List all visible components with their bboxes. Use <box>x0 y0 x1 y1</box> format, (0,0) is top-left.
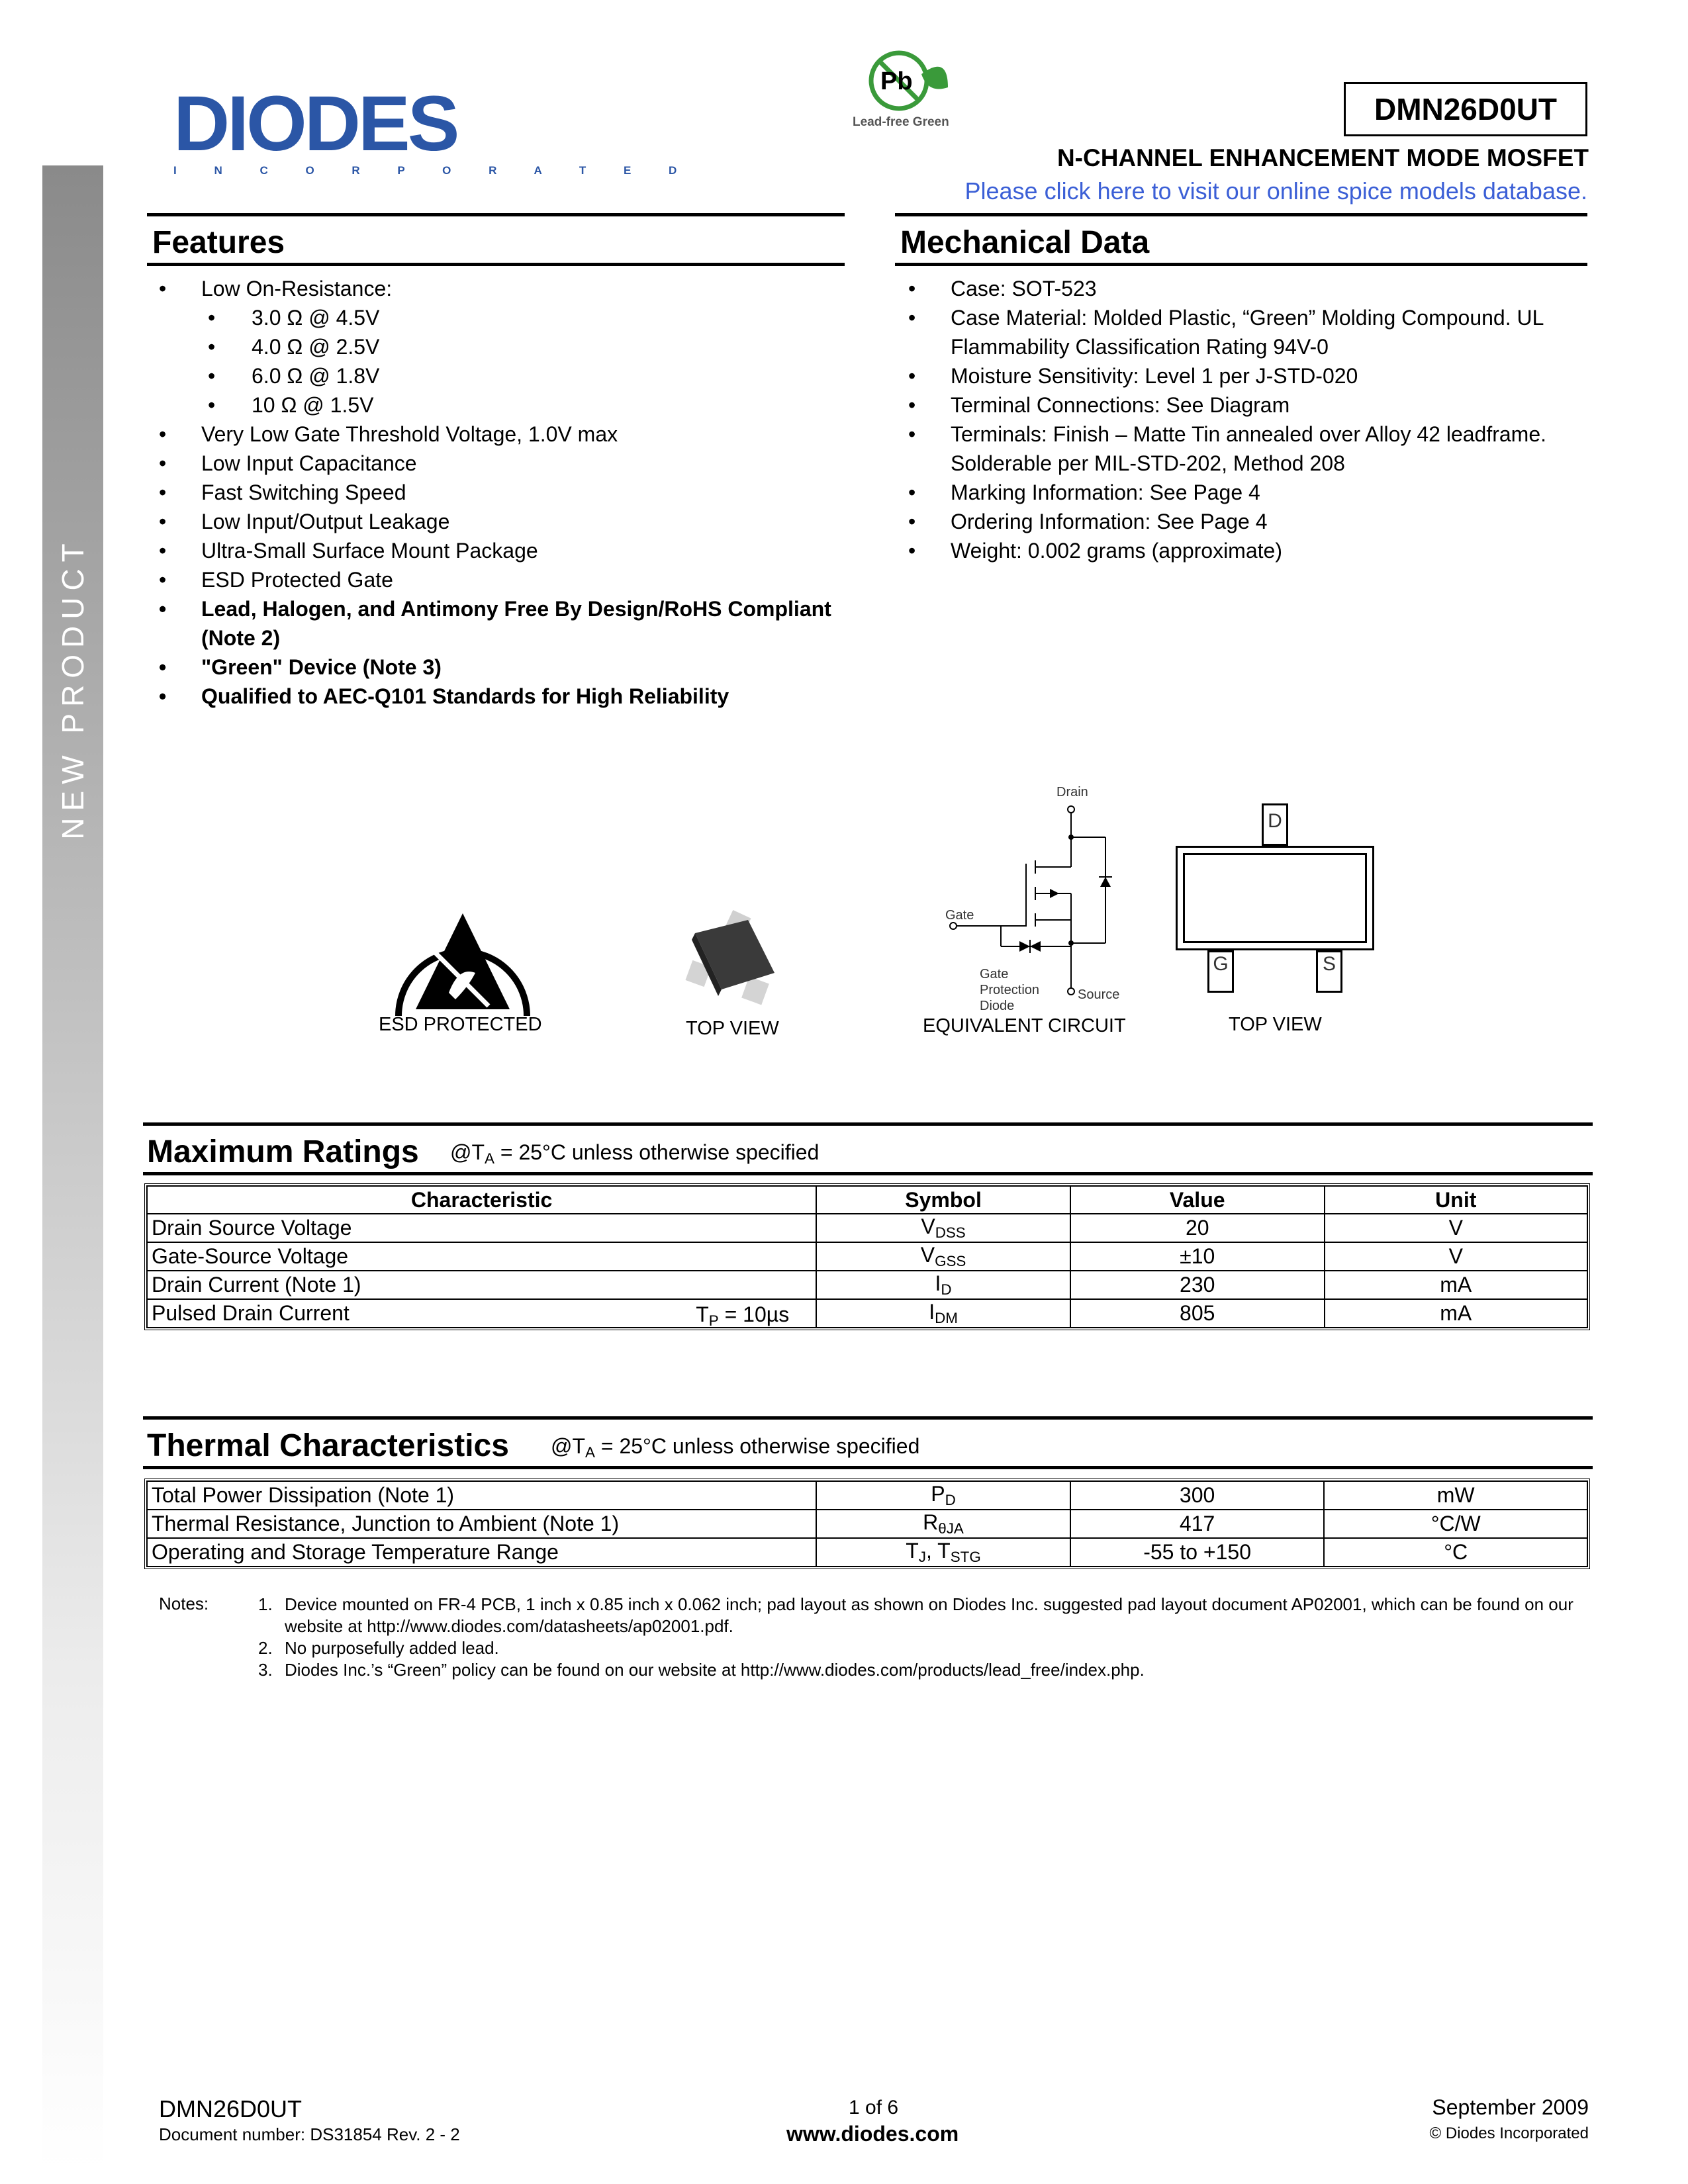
feature-item: • "Green" Device (Note 3) <box>152 653 847 682</box>
cell-symbol <box>816 1299 1070 1328</box>
table-row <box>147 1538 1587 1567</box>
thermal-header <box>143 1416 1593 1469</box>
characteristic-text: Pulsed Drain Current <box>152 1301 350 1325</box>
cell-unit: mW <box>1324 1481 1587 1510</box>
max-ratings-condition <box>450 1140 819 1167</box>
footer-docnum: Document number: DS31854 Rev. 2 - 2 <box>159 2124 460 2144</box>
leadfree-symbol: Pb <box>880 68 913 95</box>
feature-item: • Ultra-Small Surface Mount Package <box>152 536 847 565</box>
col-characteristic: Characteristic <box>147 1186 816 1214</box>
thermal-table <box>144 1479 1590 1569</box>
thermal-cond-sub: A <box>585 1444 595 1461</box>
symbol-sub: D <box>945 1492 956 1508</box>
leadfree-icon <box>849 48 981 120</box>
mechanical-title: Mechanical Data <box>900 225 1150 260</box>
logo-subtext: I N C O R P O R A T E D <box>173 164 694 177</box>
cell-symbol <box>816 1242 1070 1271</box>
note-text: No purposefully added lead. <box>285 1638 499 1658</box>
footer-copyright: © Diodes Incorporated <box>1429 2124 1589 2142</box>
max-table-header-row <box>147 1186 1587 1214</box>
footer-website[interactable]: www.diodes.com <box>786 2122 959 2146</box>
note-text: Device mounted on FR-4 PCB, 1 inch x 0.85 inch x 0.062 inch; pad layout as shown on Diodes Inc. suggested pad layout document AP02001, which can be found on our website at http://www.diodes.com/datasheets/ap02001.pdf. <box>285 1594 1573 1636</box>
feature-item: • 10 Ω @ 1.5V <box>152 390 847 420</box>
symbol-sub: D <box>941 1281 952 1298</box>
note-number: 1. <box>258 1594 273 1614</box>
feature-item: • Low On-Resistance: <box>152 274 847 303</box>
package-body <box>1176 846 1374 950</box>
device-subtitle: N-CHANNEL ENHANCEMENT MODE MOSFET <box>1056 144 1589 171</box>
features-title: Features <box>152 225 285 260</box>
symbol-sub: GSS <box>935 1253 966 1269</box>
cell-value: 417 <box>1070 1510 1325 1538</box>
esd-symbol <box>389 893 536 1019</box>
feature-item: • Very Low Gate Threshold Voltage, 1.0V max <box>152 420 847 449</box>
max-ratings-title: Maximum Ratings <box>147 1134 419 1169</box>
leadfree-badge <box>849 48 981 134</box>
symbol-sub: J <box>918 1549 926 1565</box>
pin-d: D <box>1262 803 1288 846</box>
note-number: 2. <box>258 1638 273 1658</box>
feature-item: • Low Input/Output Leakage <box>152 507 847 536</box>
circuit-label-drain: Drain <box>1056 785 1088 799</box>
circuit-label-source: Source <box>1078 987 1120 1002</box>
pinout-diagram <box>1176 803 1374 1001</box>
characteristic-text: Drain Source Voltage <box>152 1216 352 1240</box>
mechanical-item: • Weight: 0.002 grams (approximate) <box>902 536 1590 565</box>
footer-part: DMN26D0UT <box>159 2095 303 2122</box>
cell-unit: V <box>1325 1214 1587 1242</box>
esd-caption: ESD PROTECTED <box>379 1014 542 1035</box>
cell-unit: mA <box>1325 1299 1587 1328</box>
feature-item: • 6.0 Ω @ 1.8V <box>152 361 847 390</box>
cell-symbol <box>816 1481 1070 1510</box>
feature-item: • 3.0 Ω @ 4.5V <box>152 303 847 332</box>
circuit-caption: EQUIVALENT CIRCUIT <box>923 1015 1126 1036</box>
mechanical-item: • Ordering Information: See Page 4 <box>902 507 1590 536</box>
max-cond-sub: A <box>485 1150 494 1167</box>
max-ratings-header <box>143 1122 1593 1175</box>
cell-symbol <box>816 1214 1070 1242</box>
note-item <box>258 1659 1582 1681</box>
feature-item: • Fast Switching Speed <box>152 478 847 507</box>
spice-models-link[interactable]: Please click here to visit our online spice models database. <box>964 177 1587 205</box>
cell-value: ±10 <box>1070 1242 1325 1271</box>
leadfree-label: Lead-free Green <box>853 115 949 129</box>
max-ratings-table <box>144 1183 1590 1330</box>
cell-value: 300 <box>1070 1481 1325 1510</box>
symbol-sub: DM <box>935 1310 958 1326</box>
footer-page: 1 of 6 <box>849 2097 899 2118</box>
table-row <box>147 1299 1587 1328</box>
notes-list <box>258 1594 1582 1681</box>
max-cond-rest: = 25°C unless otherwise specified <box>494 1140 820 1164</box>
max-cond-prefix: @T <box>450 1140 485 1164</box>
cell-value: -55 to +150 <box>1070 1538 1325 1567</box>
thermal-cond-rest: = 25°C unless otherwise specified <box>594 1434 920 1458</box>
diodes-logo <box>173 80 694 177</box>
features-list <box>152 274 847 711</box>
thermal-cond-prefix: @T <box>551 1434 586 1458</box>
characteristic-text: Gate-Source Voltage <box>152 1244 349 1268</box>
cell-value: 805 <box>1070 1299 1325 1328</box>
symbol-main: I <box>935 1271 941 1295</box>
cell-characteristic: Thermal Resistance, Junction to Ambient (Note 1) <box>147 1510 816 1538</box>
mechanical-item: • Moisture Sensitivity: Level 1 per J-STD-020 <box>902 361 1590 390</box>
note-item <box>258 1637 1582 1659</box>
characteristic-text: Drain Current (Note 1) <box>152 1273 361 1297</box>
package-photo <box>682 900 788 1013</box>
part-number-box: DMN26D0UT <box>1344 82 1587 136</box>
cell-symbol <box>816 1271 1070 1299</box>
pin-g: G <box>1207 950 1234 993</box>
symbol-main: V <box>921 1214 935 1238</box>
pinout-caption: TOP VIEW <box>1229 1014 1322 1035</box>
cell-value: 230 <box>1070 1271 1325 1299</box>
symbol-main: R <box>923 1510 939 1534</box>
table-row <box>147 1510 1587 1538</box>
package-caption: TOP VIEW <box>686 1018 779 1039</box>
table-row <box>147 1242 1587 1271</box>
mechanical-item: • Marking Information: See Page 4 <box>902 478 1590 507</box>
cell-unit: °C <box>1324 1538 1587 1567</box>
mechanical-list <box>902 274 1590 565</box>
symbol-sub: θJA <box>938 1520 964 1537</box>
mechanical-item: • Terminal Connections: See Diagram <box>902 390 1590 420</box>
cell-unit: °C/W <box>1324 1510 1587 1538</box>
note-item <box>258 1594 1582 1637</box>
condition-sub: P <box>708 1312 719 1329</box>
cell-value: 20 <box>1070 1214 1325 1242</box>
symbol-main-2: , T <box>925 1539 951 1563</box>
feature-item: • Lead, Halogen, and Antimony Free By Design/RoHS Compliant (Note 2) <box>152 594 847 653</box>
side-banner <box>42 165 103 2171</box>
symbol-sub: DSS <box>935 1224 966 1241</box>
condition-rest: = 10µs <box>718 1302 790 1326</box>
note-text: Diodes Inc.’s “Green” policy can be found on our website at http://www.diodes.com/products/lead_free/index.php. <box>285 1660 1145 1680</box>
circuit-label-gate: Gate <box>945 908 974 923</box>
feature-item: • ESD Protected Gate <box>152 565 847 594</box>
thermal-condition <box>551 1434 919 1461</box>
side-banner-text: NEW PRODUCT <box>56 537 90 840</box>
footer-date: September 2009 <box>1432 2095 1589 2119</box>
condition-main: T <box>696 1302 709 1326</box>
features-header <box>147 213 845 266</box>
circuit-label-gate-diode: Gate Protection Diode <box>980 967 1040 1013</box>
thermal-title: Thermal Characteristics <box>147 1428 509 1463</box>
symbol-main: P <box>931 1482 945 1506</box>
logo-wordmark: DIODES <box>173 80 457 167</box>
symbol-main: I <box>929 1300 935 1324</box>
feature-item: • Qualified to AEC-Q101 Standards for High Reliability <box>152 682 847 711</box>
col-unit: Unit <box>1325 1186 1587 1214</box>
mechanical-item: • Case: SOT-523 <box>902 274 1590 303</box>
mechanical-item: • Terminals: Finish – Matte Tin annealed over Alloy 42 leadframe. Solderable per MIL-STD-202, Method 208 <box>902 420 1590 478</box>
cell-symbol <box>816 1538 1070 1567</box>
cell-unit: mA <box>1325 1271 1587 1299</box>
mechanical-item: • Case Material: Molded Plastic, “Green” Molding Compound. UL Flammability Classification Rating 94V-0 <box>902 303 1590 361</box>
symbol-main: T <box>906 1539 919 1563</box>
pin-s: S <box>1316 950 1342 993</box>
cell-characteristic: Total Power Dissipation (Note 1) <box>147 1481 816 1510</box>
mechanical-header <box>895 213 1587 266</box>
condition-text <box>696 1302 789 1330</box>
cell-characteristic: Operating and Storage Temperature Range <box>147 1538 816 1567</box>
note-number: 3. <box>258 1660 273 1680</box>
col-value: Value <box>1070 1186 1325 1214</box>
symbol-sub-2: STG <box>950 1549 981 1565</box>
table-row <box>147 1481 1587 1510</box>
cell-characteristic <box>147 1242 816 1271</box>
feature-item: • Low Input Capacitance <box>152 449 847 478</box>
cell-unit: V <box>1325 1242 1587 1271</box>
col-symbol: Symbol <box>816 1186 1070 1214</box>
cell-symbol <box>816 1510 1070 1538</box>
cell-characteristic <box>147 1214 816 1242</box>
notes-label: Notes: <box>159 1594 209 1614</box>
table-row <box>147 1271 1587 1299</box>
cell-characteristic <box>147 1299 816 1328</box>
symbol-main: V <box>920 1243 935 1267</box>
cell-characteristic <box>147 1271 816 1299</box>
feature-item: • 4.0 Ω @ 2.5V <box>152 332 847 361</box>
table-row <box>147 1214 1587 1242</box>
